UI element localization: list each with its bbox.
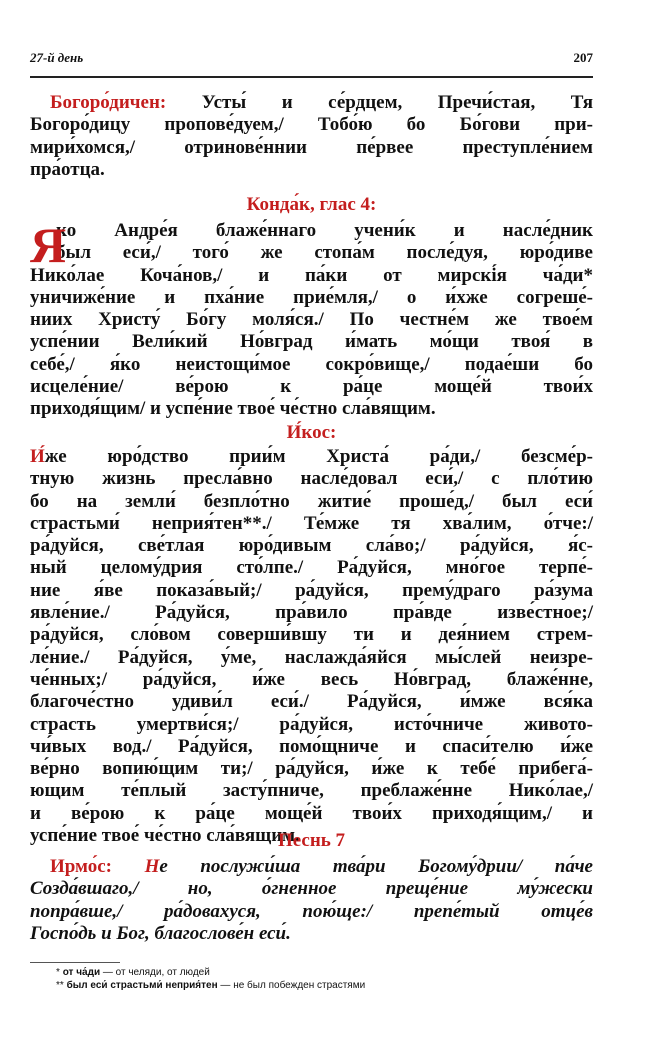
text-line: че́нных;/ ра́дуйся, и́же весь Но́вград, блаже́нне,: [30, 668, 593, 690]
irmos-paragraph: [30, 856, 593, 945]
footnote: * от ча́ди — от челяди, от людей: [56, 967, 210, 978]
text-line: ра́дуйся, сло́вом соверши́вшу ти и дея́нием стрем-: [30, 624, 593, 646]
page-number: 207: [573, 50, 593, 65]
page-header: [30, 50, 593, 72]
text-line: чи́вых вод./ Ра́дуйся, помо́щниче и спаси́телю и́же: [30, 735, 593, 757]
drop-cap: Я: [30, 217, 67, 273]
text-line: уничиже́ние и пха́ние прие́мля,/ о и́хже согреше́-: [30, 286, 593, 308]
text-line: успе́ние твое́ че́стно сла́вящим.: [30, 825, 300, 847]
text-line: мири́хомся,/ отринове́ннии пе́рвее преступле́нием: [30, 136, 593, 158]
footnote-rule: [30, 962, 120, 963]
text-line: страсть умертви́ся;/ ра́дуйся, исто́чниче живото-: [30, 713, 593, 735]
text-line: ние я́ве показа́вый;/ ра́дуйся, прему́драго ра́зума: [30, 579, 593, 601]
song-title-text: Песнь 7: [277, 830, 346, 851]
text-line: и ве́рою к ра́це моще́й твои́х приходя́щим,/ и: [30, 802, 593, 824]
text-line: ющим те́плый засту́пниче, преблаже́нне Нико́лае,/: [30, 780, 593, 802]
ikos-paragraph: [30, 446, 593, 847]
text-line: себе́,/ я́ко неистощи́мое сокро́вище,/ подае́ши бо: [30, 353, 593, 375]
text-line: был еси́,/ того́ же стопа́м после́дуя, юро́диве: [56, 242, 593, 264]
text-line: Ирмо́с: Не послужи́ша тва́ри Богому́дрии/ па́че: [50, 856, 593, 877]
footnotes: [56, 966, 365, 992]
footnote: ** был еси́ страстьми́ неприя́тен — не был побежден страстями: [56, 980, 366, 991]
text-line: Госпо́дь и Бог, благослове́н еси́.: [30, 922, 291, 944]
text-line: ра́дуйся, све́тлая юро́дивым сла́во;/ ра́дуйся, я́с-: [30, 535, 593, 557]
text-line: тную жизнь пресла́вно насле́довал еси́,/ с пло́тию: [30, 468, 593, 490]
kontakion-title: Конда́к, глас 4:: [246, 194, 377, 215]
text-line: ле́ние./ Ра́дуйся, у́ме, наслажда́яйся мы́слей неизре-: [30, 646, 593, 668]
text-line: приходя́щим/ и успе́ние твое́ че́стно сла́вящим.: [30, 398, 436, 420]
running-head: 27-й день: [30, 50, 84, 65]
text-line: бо на земли́ безпло́тно житие́ проше́д,/ был еси́: [30, 490, 593, 512]
text-line: благоче́стно удиви́л еси́./ Ра́дуйся, и́мже вся́ка: [30, 691, 593, 713]
text-line: ко Андре́я блаже́ннаго учени́к и насле́дник: [56, 220, 593, 241]
text-line: Богоро́дичен: Усты́ и се́рдцем, Пречи́стая, Тя: [50, 92, 593, 113]
text-line: ниих Христу́ Бо́гу моля́ся./ По честне́м же твое́м: [30, 309, 593, 331]
text-line: Богоро́дицу пропове́дуем,/ Тобо́ю бо Бо́гови при-: [30, 114, 593, 136]
text-line: попра́вше,/ ра́довахуся, пою́ще:/ препе́тый отце́в: [30, 900, 593, 922]
text-line: И́же юро́дство прии́м Христа́ ра́ди,/ безсме́р-: [30, 446, 593, 467]
text-line: ный целому́дрия сто́лпе./ Ра́дуйся, мно́гое терпе́-: [30, 557, 593, 579]
text-line: страстьми́ неприя́тен**./ Те́мже тя хва́лим, о́тче:/: [30, 512, 593, 534]
kontakion-paragraph: [30, 217, 593, 421]
text-line: явле́ние./ Ра́дуйся, пра́вило пра́вде изве́стное;/: [30, 602, 593, 624]
header-rule: [30, 76, 593, 78]
text-line: ве́рно вопию́щим ти;/ ра́дуйся, и́же к тебе́ прибега́-: [30, 758, 593, 780]
text-line: пра́отца.: [30, 158, 105, 180]
text-line: исцеле́ние/ ве́рою к ра́це моще́й твои́х: [30, 376, 593, 398]
text-line: Нико́лае Коча́нов,/ и па́ки от мирскі́я ча́ди*: [30, 264, 593, 286]
theotokion-paragraph: [30, 92, 593, 181]
text-line: успе́нии Вели́кий Но́вград и́мать мо́щи твоя́ в: [30, 331, 593, 353]
song-title: [30, 830, 593, 852]
irmos-initial: Н: [144, 856, 160, 877]
theotokion-label: Богоро́дичен:: [50, 92, 167, 113]
ikos-title: И́кос:: [286, 422, 337, 443]
ikos-initial: И: [30, 446, 45, 467]
irmos-label: Ирмо́с:: [50, 856, 113, 877]
text-line: Созда́вшаго,/ но, о́гненное преще́ние му́жески: [30, 878, 593, 900]
